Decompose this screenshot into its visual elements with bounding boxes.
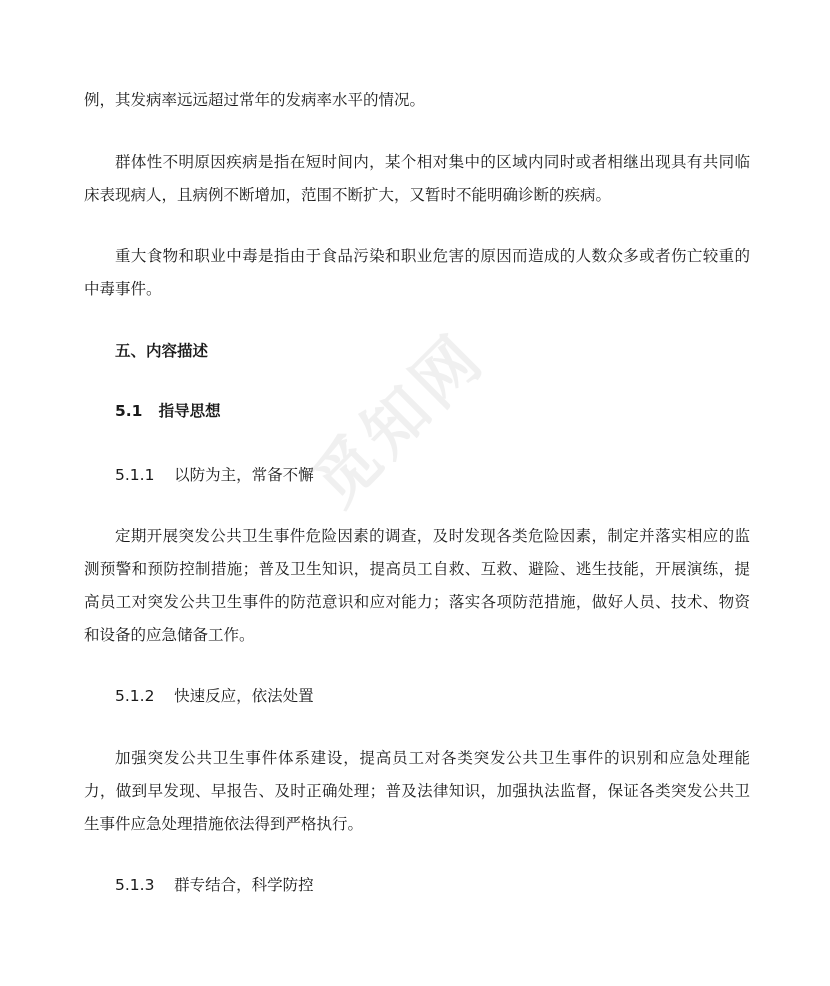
paragraph-poisoning: 重大食物和职业中毒是指由于食品污染和职业危害的原因而造成的人数众多或者伤亡较重的中毒事件。 bbox=[84, 247, 750, 298]
item-heading-1: 5.1.1 以防为主，常备不懈 bbox=[115, 466, 314, 484]
subsection-title: 5.1 指导思想 bbox=[115, 402, 221, 420]
section-title: 五、内容描述 bbox=[115, 342, 209, 360]
paragraph-continued: 例，其发病率远远超过常年的发病率水平的情况。 bbox=[84, 91, 426, 109]
paragraph-unknown-disease: 群体性不明原因疾病是指在短时间内，某个相对集中的区域内同时或者相继出现具有共同临床表现病人，且病例不断增加，范围不断扩大，又暂时不能明确诊断的疾病。 bbox=[84, 153, 750, 204]
item-heading-3: 5.1.3 群专结合，科学防控 bbox=[115, 876, 314, 894]
item-body-2: 加强突发公共卫生事件体系建设，提高员工对各类突发公共卫生事件的识别和应急处理能力，做到早发现、早报告、及时正确处理；普及法律知识，加强执法监督，保证各类突发公共卫生事件应急处理措施依法得到严格执行。 bbox=[84, 749, 750, 833]
watermark: 觅知网 bbox=[298, 319, 500, 521]
item-heading-2: 5.1.2 快速反应，依法处置 bbox=[115, 687, 314, 705]
item-body-1: 定期开展突发公共卫生事件危险因素的调查，及时发现各类危险因素，制定并落实相应的监测预警和预防控制措施；普及卫生知识，提高员工自救、互救、避险、逃生技能，开展演练，提高员工对突发公共卫生事件的防范意识和应对能力；落实各项防范措施，做好人员、技术、物资和设备的应急储备工作。 bbox=[84, 527, 750, 644]
